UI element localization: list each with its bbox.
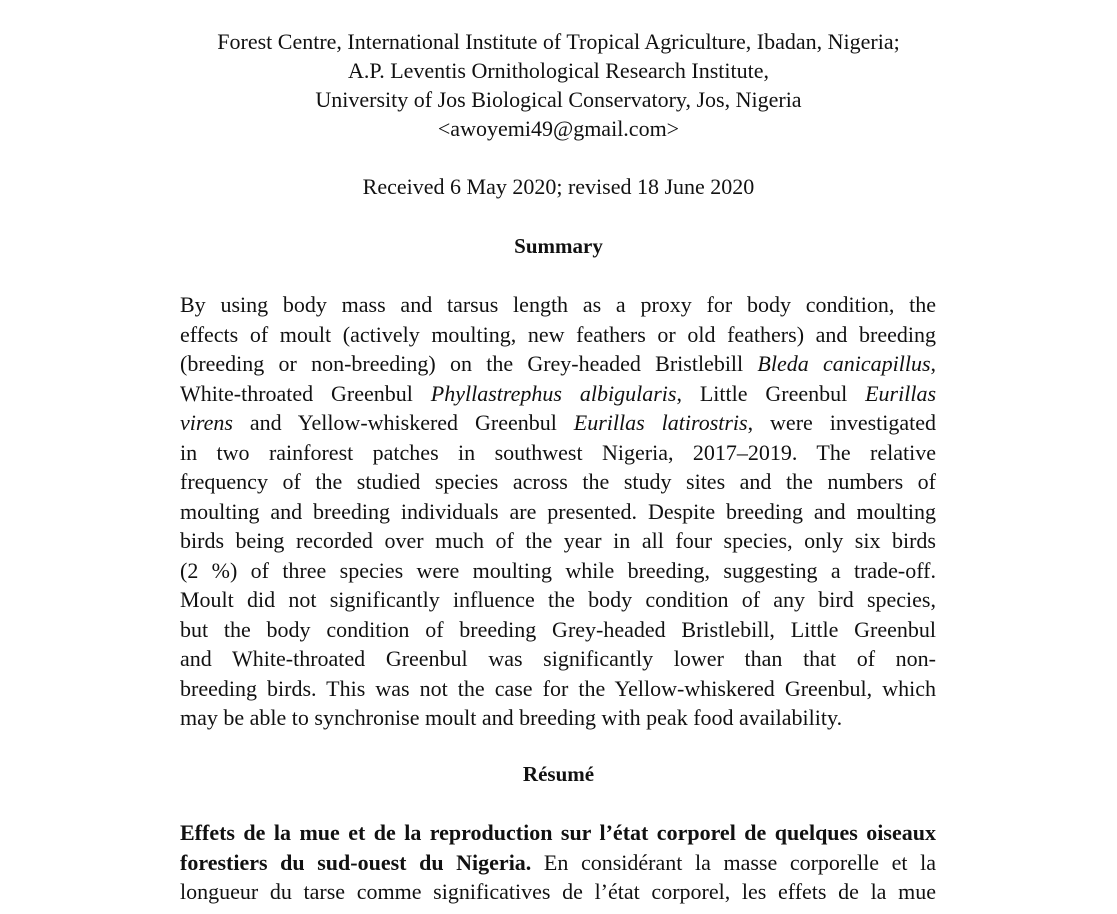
summary-paragraph — [180, 290, 936, 733]
summary-line: (breeding or non-breeding) on the Grey-headed Bristlebill Bleda canicapillus, — [180, 351, 937, 376]
summary-line: Moult did not significantly influence the body condition of any bird species, — [180, 587, 936, 612]
summary-line: and White-throated Greenbul was significantly lower than that of non- — [180, 646, 936, 671]
species-name: virens — [180, 410, 233, 435]
resume-paragraph — [180, 818, 936, 907]
summary-line: may be able to synchronise moult and breeding with peak food availability. — [180, 705, 843, 730]
summary-line: in two rainforest patches in southwest Nigeria, 2017–2019. The relative — [180, 439, 936, 465]
resume-line: forestiers du sud-ouest du Nigeria. En considérant la masse corporelle et la — [180, 849, 936, 875]
summary-line: breeding birds. This was not the case for the Yellow-whiskered Greenbul, which — [180, 675, 936, 701]
author-email: <awoyemi49@gmail.com> — [437, 116, 680, 141]
resume-line: longueur du tarse comme significatives de l’état corporel, les effets de la mue — [180, 879, 936, 904]
summary-line: moulting and breeding individuals are presented. Despite breeding and moulting — [180, 498, 936, 524]
summary-line: (2 %) of three species were moulting while breeding, suggesting a trade-off. — [180, 557, 936, 583]
resume-title: forestiers du sud-ouest du Nigeria. — [180, 849, 532, 875]
affiliation-line-3: University of Jos Biological Conservatory, Jos, Nigeria — [315, 87, 802, 112]
species-name: Phyllastrephus albigularis — [430, 380, 677, 406]
resume-heading: Résumé — [522, 762, 595, 786]
summary-line: effects of moult (actively moulting, new feathers or old feathers) and breeding — [180, 321, 936, 347]
summary-line: but the body condition of breeding Grey-headed Bristlebill, Little Greenbul — [180, 616, 936, 642]
summary-line: frequency of the studied species across the study sites and the numbers of — [180, 469, 936, 494]
author-affiliation — [0, 27, 1117, 143]
species-name: Bleda canicapillus — [757, 351, 931, 376]
summary-line: virens and Yellow-whiskered Greenbul Eurillas latirostris, were investigated — [180, 410, 937, 435]
summary-line: White-throated Greenbul Phyllastrephus albigularis, Little Greenbul Eurillas — [180, 380, 937, 406]
resume-title: Effets de la mue et de la reproduction sur l’état corporel de quelques oiseaux — [180, 820, 936, 845]
species-name: Eurillas latirostris — [573, 410, 748, 435]
affiliation-line-2: A.P. Leventis Ornithological Research Institute, — [348, 58, 769, 83]
summary-heading: Summary — [514, 234, 603, 258]
species-name: Eurillas — [865, 380, 937, 406]
resume-line — [180, 818, 936, 848]
received-dates: Received 6 May 2020; revised 18 June 2020 — [362, 174, 755, 199]
summary-line: birds being recorded over much of the year in all four species, only six birds — [180, 528, 936, 553]
affiliation-line-1: Forest Centre, International Institute of Tropical Agriculture, Ibadan, Nigeria; — [217, 29, 900, 54]
summary-line: By using body mass and tarsus length as a proxy for body condition, the — [180, 292, 936, 317]
